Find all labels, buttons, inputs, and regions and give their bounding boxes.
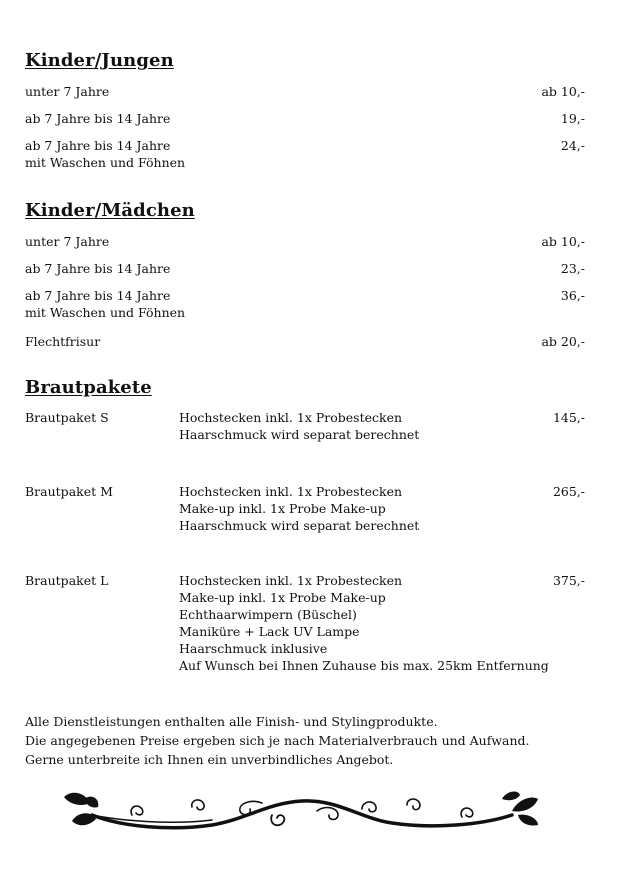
floral-vine-divider-icon [62, 785, 542, 835]
package-name: Brautpaket S [25, 410, 109, 425]
package-detail-line: Make-up inkl. 1x Probe Make-up [179, 590, 386, 605]
package-detail-line: Haarschmuck wird separat berechnet [179, 427, 420, 442]
price-row-price: ab 20,- [541, 334, 585, 349]
price-row-label: unter 7 Jahre [25, 234, 110, 249]
section-title-brautpakete: Brautpakete [25, 377, 152, 398]
price-row-sublabel: mit Waschen und Föhnen [25, 155, 186, 170]
price-row-label: unter 7 Jahre [25, 84, 110, 99]
package-detail-line: Haarschmuck wird separat berechnet [179, 518, 420, 533]
price-row-price: 23,- [560, 261, 585, 276]
price-row-price: 36,- [560, 288, 585, 303]
price-row-label: ab 7 Jahre bis 14 Jahre [25, 138, 171, 153]
package-detail-line: Auf Wunsch bei Ihnen Zuhause bis max. 25km Entfernung [179, 658, 549, 673]
price-row-price: 24,- [560, 138, 585, 153]
price-row-price: ab 10,- [541, 234, 585, 249]
price-row-price: 19,- [560, 111, 585, 126]
price-row-label: ab 7 Jahre bis 14 Jahre [25, 111, 171, 126]
price-row-sublabel: mit Waschen und Föhnen [25, 305, 186, 320]
price-row-label: ab 7 Jahre bis 14 Jahre [25, 261, 171, 276]
package-details [179, 483, 419, 534]
package-price: 375,- [552, 573, 585, 588]
footer-line: Alle Dienstleistungen enthalten alle Finish- und Stylingprodukte. [25, 714, 438, 729]
package-detail-line: Echthaarwimpern (Büschel) [179, 607, 357, 622]
footer-line: Die angegebenen Preise ergeben sich je nach Materialverbrauch und Aufwand. [25, 733, 530, 748]
package-detail-line: Hochstecken inkl. 1x Probestecken [179, 484, 403, 499]
package-detail-line: Make-up inkl. 1x Probe Make-up [179, 501, 386, 516]
package-details [179, 409, 419, 443]
package-detail-line: Hochstecken inkl. 1x Probestecken [179, 410, 403, 425]
section-title-kinder-maedchen: Kinder/Mädchen [25, 200, 195, 221]
price-row-price: ab 10,- [541, 84, 585, 99]
price-row-label: ab 7 Jahre bis 14 Jahre [25, 288, 171, 303]
package-detail-line: Hochstecken inkl. 1x Probestecken [179, 573, 403, 588]
package-detail-line: Haarschmuck inklusive [179, 641, 328, 656]
footer-note [25, 712, 530, 769]
package-price: 145,- [552, 410, 585, 425]
package-name: Brautpaket M [25, 484, 113, 499]
package-detail-line: Maniküre + Lack UV Lampe [179, 624, 360, 639]
package-price: 265,- [552, 484, 585, 499]
footer-line: Gerne unterbreite ich Ihnen ein unverbindliches Angebot. [25, 752, 394, 767]
price-row-label: Flechtfrisur [25, 334, 101, 349]
section-title-kinder-jungen: Kinder/Jungen [25, 50, 174, 71]
package-name: Brautpaket L [25, 573, 109, 588]
package-details [179, 572, 549, 674]
